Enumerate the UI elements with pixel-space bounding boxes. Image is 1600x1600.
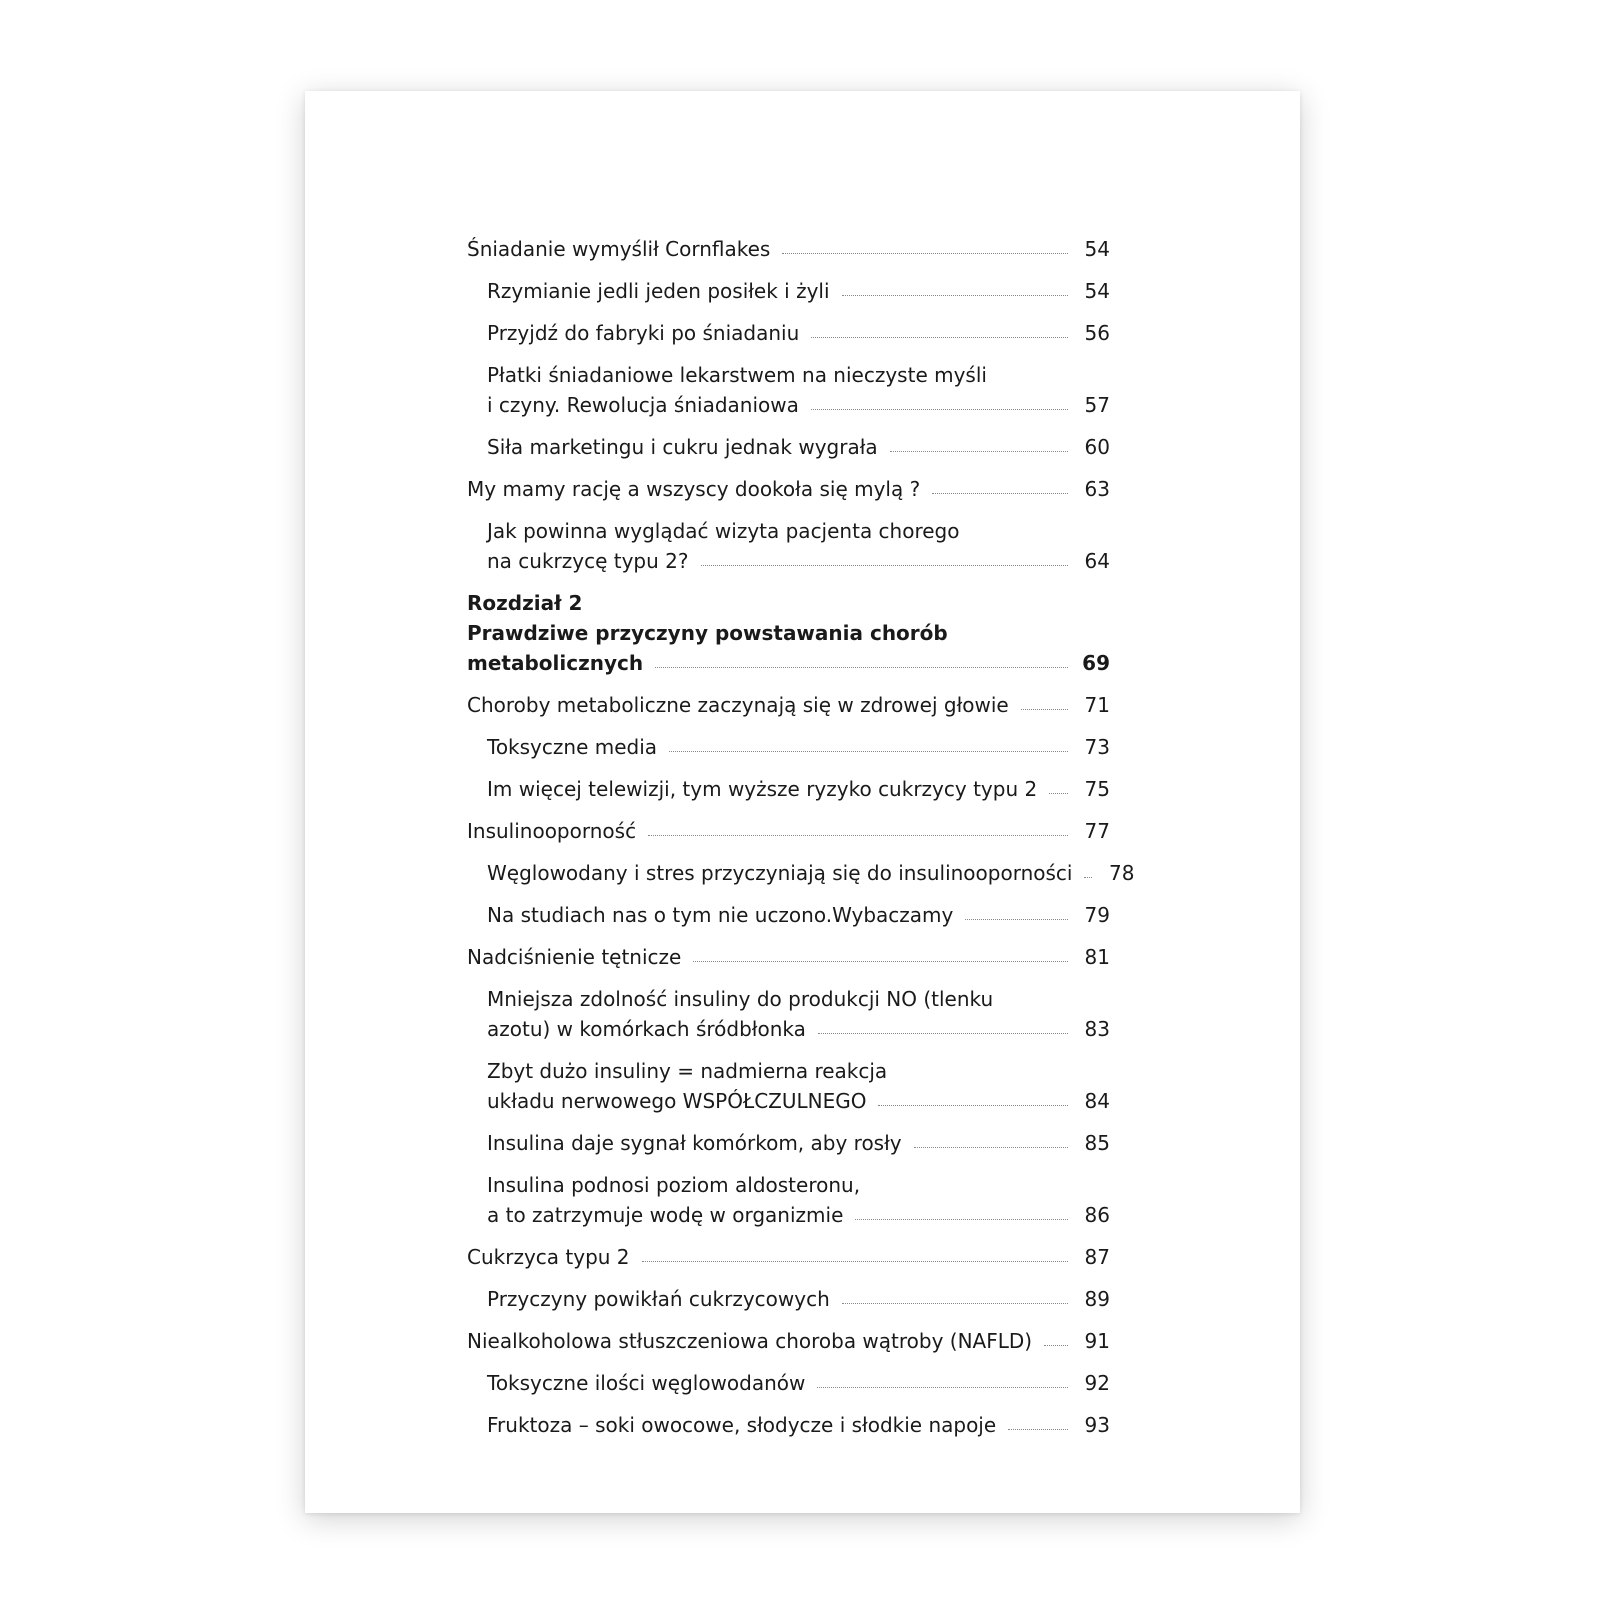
dot-leader (818, 1033, 1068, 1034)
toc-entry-title: Insulinooporność (467, 819, 637, 843)
toc-entry-title: Niealkoholowa stłuszczeniowa choroba wątroby (NAFLD) (467, 1329, 1033, 1353)
toc-entry (467, 432, 1110, 462)
toc-entry-title: a to zatrzymuje wodę w organizmie (487, 1203, 844, 1227)
toc-entry-title: Przyjdź do fabryki po śniadaniu (487, 321, 800, 345)
toc-entry (467, 690, 1110, 720)
toc-entry-title-line: Jak powinna wyglądać wizyta pacjenta chorego (487, 519, 960, 543)
toc-page-number: 85 (1084, 1131, 1110, 1155)
toc-entry (467, 276, 1110, 306)
toc-page-number: 81 (1084, 945, 1110, 969)
toc-entry-title: Fruktoza – soki owocowe, słodycze i słodkie napoje (487, 1413, 997, 1437)
toc-entry-title: Toksyczne media (487, 735, 658, 759)
toc-entry (467, 474, 1110, 504)
toc-entry-line (487, 774, 1110, 804)
toc-entry-line (467, 1242, 1110, 1272)
toc-entry-line (467, 816, 1110, 846)
toc-entry (467, 1284, 1110, 1314)
toc-entry (467, 234, 1110, 264)
toc-entry-title: Nadciśnienie tętnicze (467, 945, 682, 969)
toc-entry-title-line: Mniejsza zdolność insuliny do produkcji NO (tlenku (487, 987, 994, 1011)
toc-entry-title: azotu) w komórkach śródbłonka (487, 1017, 806, 1041)
toc-entry-line (487, 318, 1110, 348)
toc-entry-title: Rzymianie jedli jeden posiłek i żyli (487, 279, 830, 303)
toc-entry-title-line: Rozdział 2 (467, 591, 583, 615)
toc-entry-title: układu nerwowego WSPÓŁCZULNEGO (487, 1089, 867, 1113)
dot-leader (1084, 877, 1092, 878)
toc-entry-title: Śniadanie wymyślił Cornflakes (467, 237, 771, 261)
toc-entry-title: Insulina daje sygnał komórkom, aby rosły (487, 1131, 902, 1155)
toc-entry-title-line: Zbyt dużo insuliny = nadmierna reakcja (487, 1059, 888, 1083)
toc-entry-title: Cukrzyca typu 2 (467, 1245, 630, 1269)
toc-entry (467, 900, 1110, 930)
toc-entry-line (487, 858, 1135, 888)
toc-page-number: 89 (1084, 1287, 1110, 1311)
toc-entry (467, 1056, 1110, 1116)
toc-entry-line (487, 432, 1110, 462)
toc-entry (467, 360, 1110, 420)
toc-page-number: 64 (1084, 549, 1110, 573)
toc-entry (467, 516, 1110, 576)
toc-entry-title: Siła marketingu i cukru jednak wygrała (487, 435, 878, 459)
dot-leader (693, 961, 1068, 962)
dot-leader (782, 253, 1068, 254)
toc-entry (467, 1242, 1110, 1272)
dot-leader (648, 835, 1068, 836)
toc-page-number: 54 (1084, 237, 1110, 261)
dot-leader (701, 565, 1068, 566)
toc-entry (467, 588, 1110, 678)
toc-entry-line (487, 276, 1110, 306)
toc-entry-title: Na studiach nas o tym nie uczono.Wybaczamy (487, 903, 954, 927)
toc-page-number: 86 (1084, 1203, 1110, 1227)
toc-entry (467, 816, 1110, 846)
toc-entry (467, 858, 1135, 888)
toc-entry-line (487, 1200, 1110, 1230)
dot-leader (1021, 709, 1068, 710)
toc-entry-title: Przyczyny powikłań cukrzycowych (487, 1287, 830, 1311)
toc-entry-line (487, 546, 1110, 576)
toc-entry (467, 984, 1110, 1044)
toc-entry (467, 732, 1110, 762)
toc-entry-title: My mamy rację a wszyscy dookoła się mylą ? (467, 477, 921, 501)
dot-leader (878, 1105, 1068, 1106)
dot-leader (932, 493, 1068, 494)
toc-page-number: 56 (1084, 321, 1110, 345)
toc-entry-line (487, 900, 1110, 930)
toc-entry-title: Choroby metaboliczne zaczynają się w zdrowej głowie (467, 693, 1009, 717)
dot-leader (642, 1261, 1068, 1262)
toc-entry-line (487, 1086, 1110, 1116)
dot-leader (855, 1219, 1068, 1220)
toc-page-number: 54 (1084, 279, 1110, 303)
toc-entry (467, 774, 1110, 804)
toc-entry (467, 318, 1110, 348)
toc-page-number: 93 (1084, 1413, 1110, 1437)
toc-entry (467, 1170, 1110, 1230)
toc-page-number: 83 (1084, 1017, 1110, 1041)
dot-leader (1049, 793, 1068, 794)
toc-entry-line (487, 1410, 1110, 1440)
toc-page-number: 79 (1084, 903, 1110, 927)
toc-entry-title: na cukrzycę typu 2? (487, 549, 689, 573)
toc-entry (467, 1368, 1110, 1398)
toc-entry (467, 1326, 1110, 1356)
toc-entry-line (487, 1284, 1110, 1314)
dot-leader (842, 1303, 1068, 1304)
toc-entry-title-line: Insulina podnosi poziom aldosteronu, (487, 1173, 861, 1197)
toc-entry-title: Toksyczne ilości węglowodanów (487, 1371, 806, 1395)
toc-page-number: 78 (1109, 861, 1135, 885)
dot-leader (811, 409, 1068, 410)
toc-page-number: 84 (1084, 1089, 1110, 1113)
toc-entry-line (467, 690, 1110, 720)
dot-leader (811, 337, 1068, 338)
toc-entry-line (487, 390, 1110, 420)
table-of-contents (467, 234, 1135, 1452)
toc-entry (467, 1410, 1110, 1440)
dot-leader (655, 667, 1068, 668)
dot-leader (965, 919, 1068, 920)
toc-page-number: 75 (1084, 777, 1110, 801)
toc-entry (467, 942, 1110, 972)
toc-page-number: 69 (1082, 651, 1110, 675)
toc-entry (467, 1128, 1110, 1158)
dot-leader (1044, 1345, 1068, 1346)
dot-leader (914, 1147, 1068, 1148)
toc-entry-title: metabolicznych (467, 651, 644, 675)
toc-page-number: 63 (1084, 477, 1110, 501)
toc-entry-line (487, 1014, 1110, 1044)
dot-leader (817, 1387, 1068, 1388)
toc-entry-title-line: Prawdziwe przyczyny powstawania chorób (467, 621, 948, 645)
toc-page-number: 73 (1084, 735, 1110, 759)
toc-page-number: 91 (1084, 1329, 1110, 1353)
toc-entry-line (467, 474, 1110, 504)
toc-entry-line (467, 234, 1110, 264)
toc-entry-title: i czyny. Rewolucja śniadaniowa (487, 393, 799, 417)
toc-page-number: 92 (1084, 1371, 1110, 1395)
toc-entry-line (487, 1368, 1110, 1398)
dot-leader (669, 751, 1068, 752)
book-page (305, 91, 1300, 1513)
toc-page-number: 57 (1084, 393, 1110, 417)
toc-page-number: 60 (1084, 435, 1110, 459)
toc-page-number: 71 (1084, 693, 1110, 717)
toc-entry-title: Im więcej telewizji, tym wyższe ryzyko cukrzycy typu 2 (487, 777, 1038, 801)
toc-entry-title-line: Płatki śniadaniowe lekarstwem na nieczyste myśli (487, 363, 987, 387)
toc-entry-line (487, 1128, 1110, 1158)
dot-leader (890, 451, 1068, 452)
toc-entry-line (467, 1326, 1110, 1356)
toc-page-number: 77 (1084, 819, 1110, 843)
toc-page-number: 87 (1084, 1245, 1110, 1269)
toc-entry-line (467, 942, 1110, 972)
dot-leader (1008, 1429, 1068, 1430)
toc-entry-line (487, 732, 1110, 762)
dot-leader (842, 295, 1068, 296)
toc-entry-line (467, 648, 1110, 678)
toc-entry-title: Węglowodany i stres przyczyniają się do insulinooporności (487, 861, 1073, 885)
